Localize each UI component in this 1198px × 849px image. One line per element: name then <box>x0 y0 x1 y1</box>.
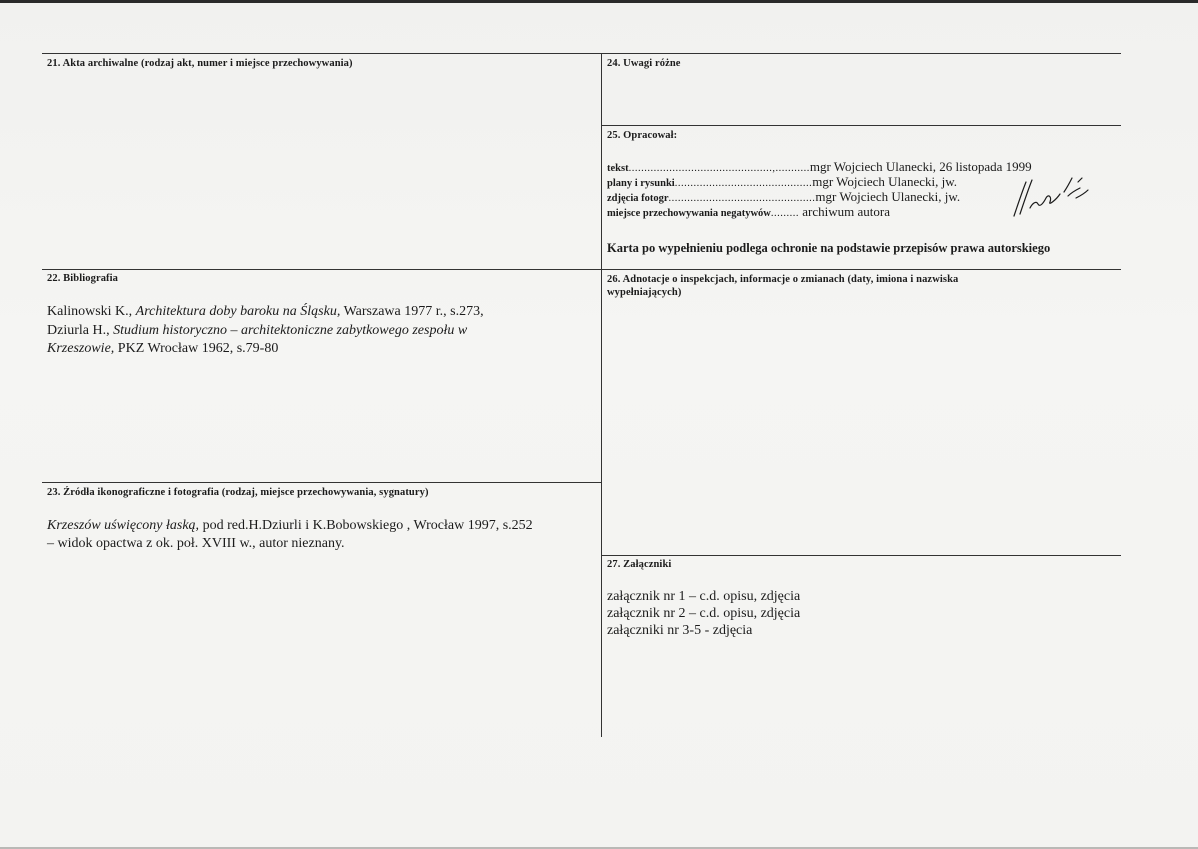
bibliography-line-2 <box>47 322 467 340</box>
book-title: Architektura doby baroku na Śląsku, <box>135 304 341 319</box>
credit-value: mgr Wojciech Ulanecki, 26 listopada 1999 <box>809 159 1032 174</box>
publication-info: pod red.H.Dziurli i K.Bobowskiego , Wrocław 1997, s.252 <box>199 518 533 533</box>
credit-dots: ............................................... <box>668 193 816 204</box>
credit-value: archiwum autora <box>799 204 890 219</box>
rule-24-25 <box>601 125 1121 126</box>
section-24-title: 24. Uwagi różne <box>607 58 681 69</box>
credit-key: zdjęcia fotogr <box>607 193 669 204</box>
section-22-title: 22. Bibliografia <box>47 273 119 284</box>
author-text: Kalinowski K., <box>47 304 136 319</box>
credit-row-text <box>607 159 1107 174</box>
section-27-title: 27. Załączniki <box>607 559 672 570</box>
section-26-title-line-1: 26. Adnotacje o inspekcjach, informacje o zmianach (daty, imiona i nazwiska <box>607 274 959 285</box>
book-title: Krzeszów uświęcony łaską, <box>47 518 200 533</box>
section-26-title-line-2: wypełniających) <box>607 287 682 298</box>
rule-top <box>42 53 1121 54</box>
attachment-item: załącznik nr 2 – c.d. opisu, zdjęcia <box>607 606 801 621</box>
rule-22-23 <box>42 482 601 483</box>
credit-dots: ......... <box>770 208 800 219</box>
book-title: Krzeszowie, <box>47 341 115 356</box>
publication-info: PKZ Wrocław 1962, s.79-80 <box>114 341 279 356</box>
iconography-line-1 <box>47 517 533 535</box>
attachments-list <box>607 588 800 639</box>
credit-key: miejsce przechowywania negatywów <box>607 208 771 219</box>
credit-value: mgr Wojciech Ulanecki, jw. <box>815 189 961 204</box>
rule-21-22 <box>42 269 1121 270</box>
handwritten-signature <box>1010 174 1090 220</box>
author-text: Dziurla H., <box>47 323 114 338</box>
rule-26-27 <box>601 555 1121 556</box>
credit-value: mgr Wojciech Ulanecki, jw. <box>812 174 957 189</box>
attachment-item: załącznik nr 1 – c.d. opisu, zdjęcia <box>607 589 801 604</box>
credit-key: tekst <box>607 163 629 174</box>
scan-top-edge <box>0 0 1198 3</box>
book-title: Studium historyczno – architektoniczne zabytkowego zespołu w <box>113 323 468 338</box>
credit-dots: ............................................ <box>674 178 813 189</box>
bibliography-line-3 <box>47 340 278 358</box>
credit-dots: ..............................................,........... <box>628 163 810 174</box>
copyright-notice: Karta po wypełnieniu podlega ochronie na podstawie przepisów prawa autorskiego <box>607 241 1051 255</box>
section-25-title: 25. Opracował: <box>607 130 678 141</box>
section-23-title: 23. Źródła ikonograficzne i fotografia (rodzaj, miejsce przechowywania, sygnatury) <box>47 487 429 498</box>
iconography-line-2: – widok opactwa z ok. poł. XVIII w., autor nieznany. <box>47 536 345 551</box>
section-21-title: 21. Akta archiwalne (rodzaj akt, numer i miejsce przechowywania) <box>47 58 353 69</box>
attachment-item: załączniki nr 3-5 - zdjęcia <box>607 623 753 638</box>
credit-key: plany i rysunki <box>607 178 675 189</box>
publication-info: Warszawa 1977 r., s.273, <box>340 304 484 319</box>
rule-center-vertical <box>601 53 602 737</box>
bibliography-line-1 <box>47 303 484 321</box>
